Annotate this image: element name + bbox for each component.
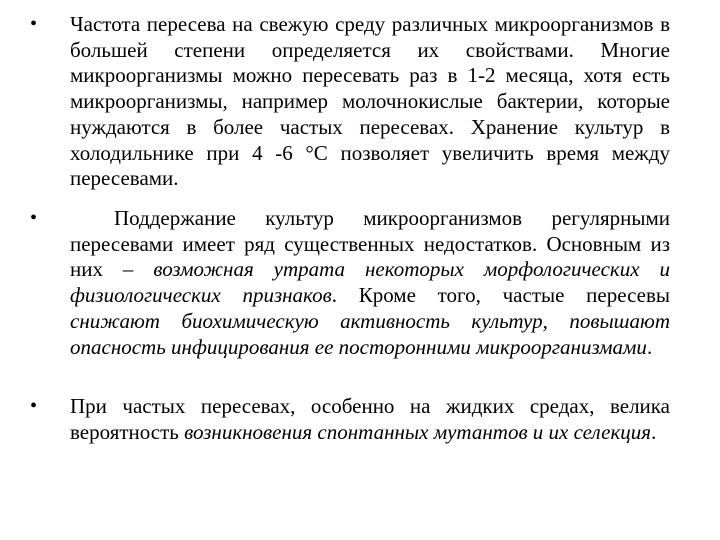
paragraph-2-italic-2: снижают биохимическую активность культур, повышают опасность инфицирования ее посторонними микроорганизмами [70, 308, 670, 359]
paragraph-3-text-1: При частых пересевах, особенно на жидких средах, велика вероятность [70, 394, 670, 444]
paragraph-1-text: Частота пересева на свежую среду различных микроорганизмов в большей степени определяется их свойствами. Многие микроорганизмы можно пересевать раз в 1-2 месяца, хотя есть микроорганизмы, например молочнокислые бактерии, которые нуждаются в более частых пересевах. Хранение культур в холодильнике при 4 -6 °С позволяет увеличить время между пересевами. [70, 12, 670, 191]
paragraph-1 [70, 12, 670, 192]
paragraph-3 [70, 394, 670, 445]
bullet-3: • [30, 395, 38, 417]
bullet-2: • [30, 207, 38, 229]
paragraph-2-text-2: . Кроме того, частые пересевы [331, 283, 670, 308]
paragraph-3-text-2: . [651, 419, 657, 444]
bullet-1: • [30, 13, 38, 35]
paragraph-2-italic-1: возможная утрата некоторых морфологических и физиологических признаков [70, 257, 670, 308]
paragraph-3-italic-1: возникновения спонтанных мутантов и их селекция [184, 419, 652, 444]
paragraph-2-text-1: Поддержание культур микроорганизмов регулярными пересевами имеет ряд существенных недостатков. Основным из них – [70, 206, 670, 282]
paragraph-2 [70, 206, 670, 360]
paragraph-2-text-3: . [646, 334, 653, 359]
